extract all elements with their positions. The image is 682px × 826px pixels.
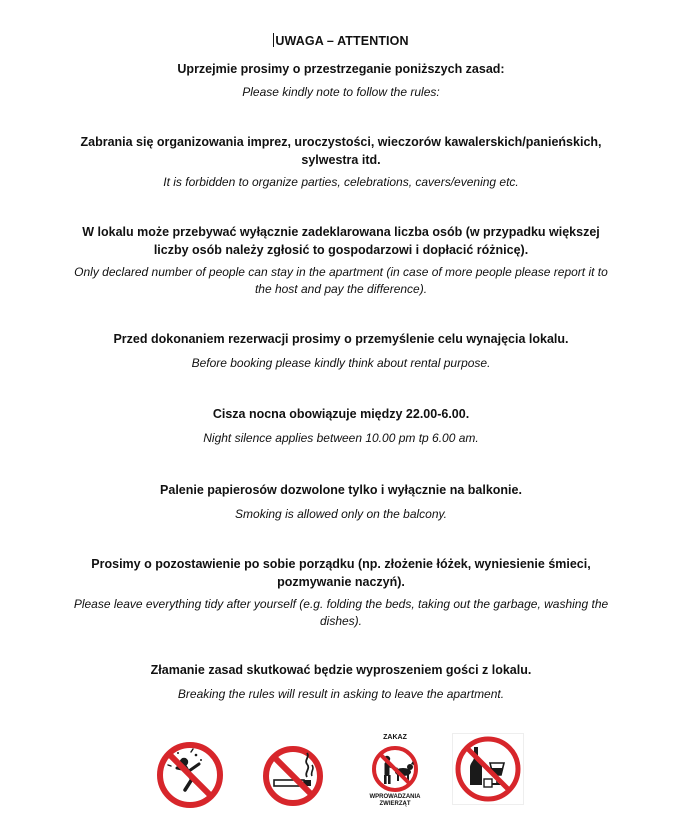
rule-5-english: Smoking is allowed only on the balcony. xyxy=(235,507,447,521)
rule-1-polish: Zabrania się organizowania imprez, uroczystości, wieczorów kawalerskich/panieńskich, sylwestra itd. xyxy=(80,135,602,167)
rule-5-polish: Palenie papierosów dozwolone tylko i wyłącznie na balkonie. xyxy=(160,483,522,497)
rule-2-polish: W lokalu może przebywać wyłącznie zadeklarowana liczba osób (w przypadku większej liczby osób należy zgłosić to gospodarzowi i dopłacić różnicę). xyxy=(82,225,600,257)
no-pets-bottom-label-2: ZWIERZĄT xyxy=(379,801,411,807)
no-alcohol-icon xyxy=(452,733,524,805)
rule-6-polish: Prosimy o pozostawienie po sobie porządku (np. złożenie łóżek, wyniesienie śmieci, pozmywanie naczyń). xyxy=(91,557,591,589)
rule-7-polish: Złamanie zasad skutkować będzie wyproszeniem gości z lokalu. xyxy=(150,663,532,677)
intro-english: Please kindly note to follow the rules: xyxy=(242,85,440,99)
intro-polish: Uprzejmie prosimy o przestrzeganie poniższych zasad: xyxy=(177,62,505,76)
no-party-icon xyxy=(155,740,225,810)
prohibition-signs xyxy=(0,730,682,820)
rule-7-english: Breaking the rules will result in asking to leave the apartment. xyxy=(177,687,505,701)
rule-2-english: Only declared number of people can stay in the apartment (in case of more people please report it to the host and pay the difference). xyxy=(74,265,608,296)
title-text: UWAGA – ATTENTION xyxy=(275,34,409,48)
no-pets-bottom-label-1: WPROWADZANIA xyxy=(369,794,421,800)
rule-4-polish: Cisza nocna obowiązuje między 22.00-6.00. xyxy=(212,407,470,421)
no-pets-icon xyxy=(360,744,430,794)
page-title xyxy=(0,33,682,48)
no-pets-top-label: ZAKAZ xyxy=(383,734,407,741)
rule-3-english: Before booking please kindly think about rental purpose. xyxy=(191,356,491,370)
rule-1-english: It is forbidden to organize parties, celebrations, cavers/evening etc. xyxy=(163,175,519,189)
no-smoking-icon xyxy=(261,744,325,808)
no-pets-sign xyxy=(360,734,430,816)
rule-4-english: Night silence applies between 10.00 pm tp 6.00 am. xyxy=(203,431,479,445)
rule-3-polish: Przed dokonaniem rezerwacji prosimy o przemyślenie celu wynajęcia lokalu. xyxy=(113,332,569,346)
rule-6-english: Please leave everything tidy after yourself (e.g. folding the beds, taking out the garbage, washing the dishes). xyxy=(73,597,609,628)
